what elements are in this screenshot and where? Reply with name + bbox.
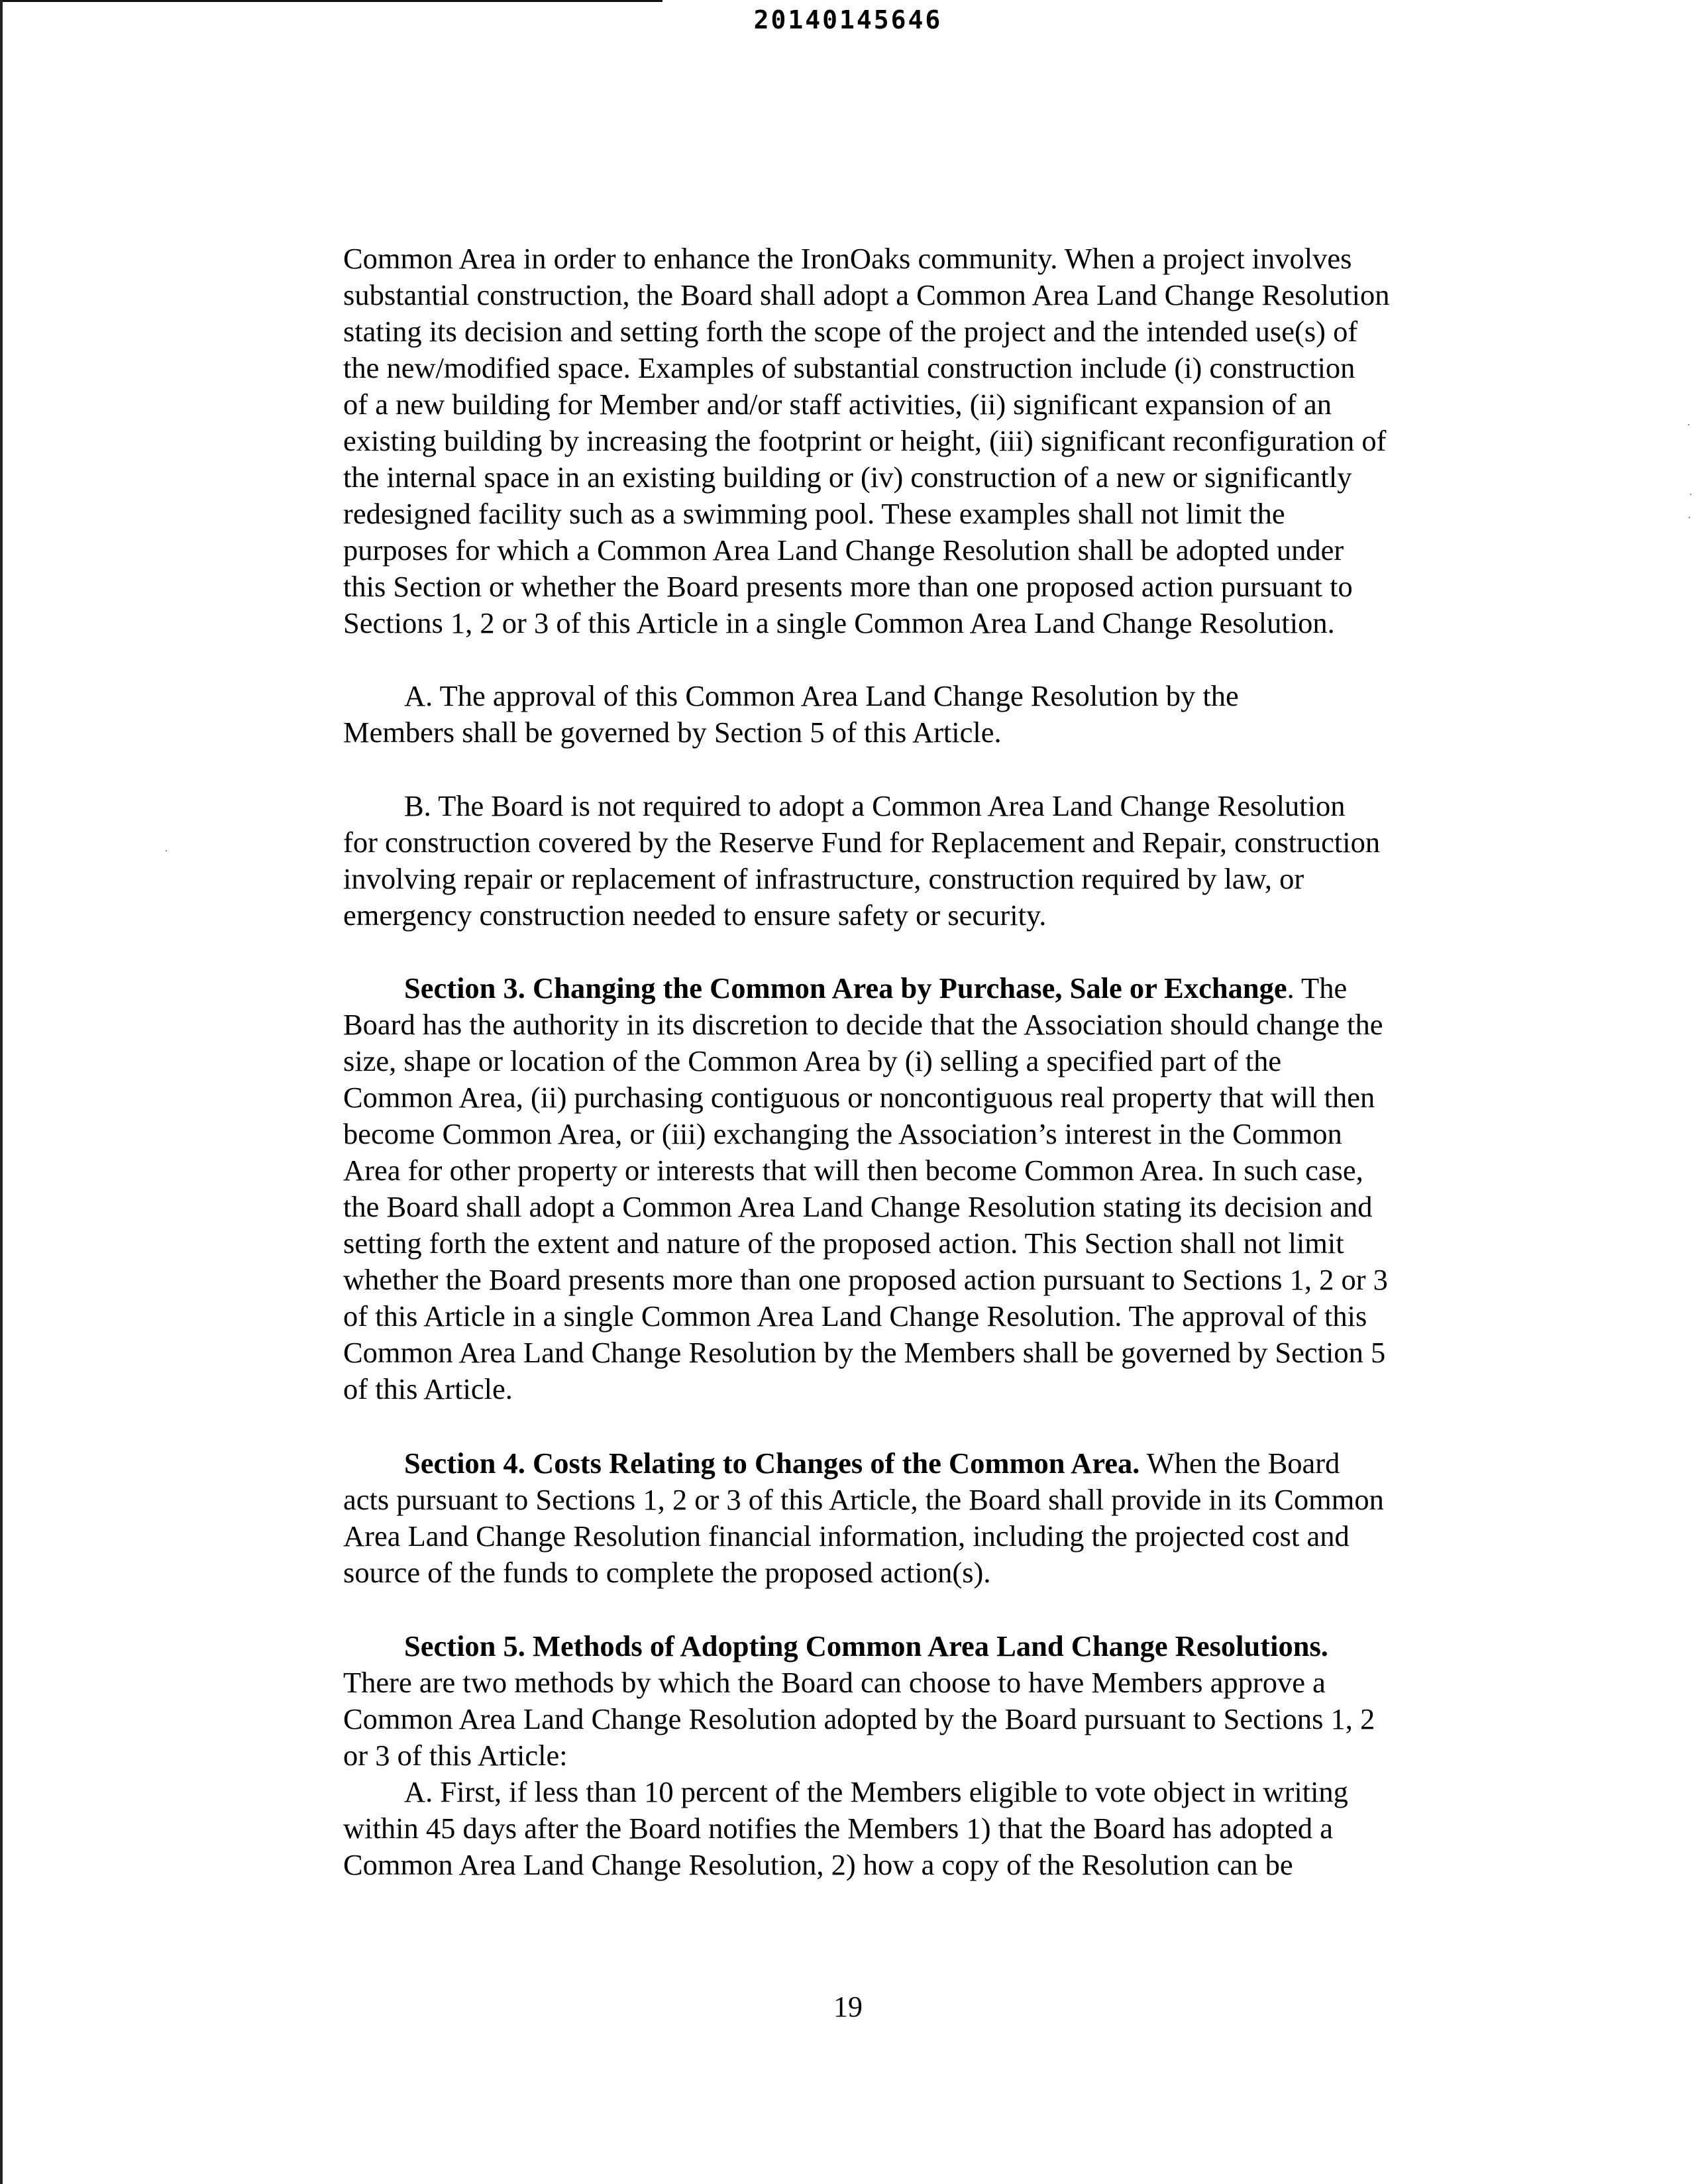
scan-speck bbox=[1689, 517, 1690, 518]
paragraph-text: Members shall be governed by Section 5 of this Article. bbox=[343, 716, 1002, 749]
section-3 bbox=[343, 970, 1483, 1407]
section-heading-line bbox=[343, 1445, 1483, 1482]
paragraph-text: within 45 days after the Board notifies the Members 1) that the Board has adopted a Common Area Land Change Resolution, 2) how a copy of the Resolution can be bbox=[343, 1812, 1334, 1881]
paragraph-method-a bbox=[343, 1774, 1483, 1883]
section-heading: Section 5. Methods of Adopting Common Area Land Change Resolutions. bbox=[404, 1629, 1328, 1663]
scan-speck bbox=[1688, 424, 1689, 425]
paragraph-first-line: B. The Board is not required to adopt a Common Area Land Change Resolution bbox=[404, 789, 1346, 822]
paragraph-text: for construction covered by the Reserve Fund for Replacement and Repair, construction involving repair or replacement of infrastructure, construction required by law, or emergency construction needed to ensure safety or security. bbox=[343, 826, 1381, 932]
paragraph-first-line: A. First, if less than 10 percent of the Members eligible to vote object in writing bbox=[404, 1775, 1348, 1808]
paragraph-subsection-a bbox=[343, 678, 1483, 751]
document-number: 20140145646 bbox=[753, 5, 943, 34]
paragraph-subsection-b bbox=[343, 788, 1483, 934]
scan-speck bbox=[166, 850, 167, 851]
section-heading-line bbox=[343, 1628, 1483, 1665]
heading-trailing-text: . The bbox=[1287, 971, 1348, 1005]
paragraph-text: Board has the authority in its discretion to decide that the Association should change the size, shape or location of the Common Area by (i) selling a specified part of the Common Area, (ii) purchasing contiguous or noncontiguous real property that will then become Common Area, or (iii) exchanging the Association’s interest in the Common Area for other property or interests that will then become Common Area. In such case, the Board shall adopt a Common Area Land Change Resolution stating its decision and setting forth the extent and nature of the proposed action. This Section shall not limit whether the Board presents more than one proposed action pursuant to Sections 1, 2 or 3 of this Article in a single Common Area Land Change Resolution. The approval of this Common Area Land Change Resolution by the Members shall be governed by Section 5 of this Article. bbox=[343, 1008, 1388, 1405]
scan-edge-left bbox=[0, 0, 3, 2184]
scan-speck bbox=[1690, 494, 1691, 495]
scan-edge-top bbox=[0, 0, 662, 2]
paragraph-text: acts pursuant to Sections 1, 2 or 3 of this Article, the Board shall provide in its Common Area Land Change Resolution financial information, including the projected cost and source of the funds to complete the proposed action(s). bbox=[343, 1483, 1384, 1589]
paragraph-first-line: A. The approval of this Common Area Land Change Resolution by the bbox=[404, 679, 1239, 712]
section-heading: Section 3. Changing the Common Area by Purchase, Sale or Exchange bbox=[404, 971, 1287, 1005]
section-heading-line bbox=[343, 970, 1483, 1007]
page-number: 19 bbox=[833, 1991, 863, 2023]
heading-trailing-text: When the Board bbox=[1140, 1447, 1340, 1480]
section-5 bbox=[343, 1628, 1483, 1774]
section-heading: Section 4. Costs Relating to Changes of the Common Area. bbox=[404, 1447, 1140, 1480]
paragraph-text: Common Area in order to enhance the IronOaks community. When a project involves substantial construction, the Board shall adopt a Common Area Land Change Resolution stating its decision and setting forth the scope of the project and the intended use(s) of the new/modified space. Examples of substantial construction include (i) construction of a new building for Member and/or staff activities, (ii) significant expansion of an existing building by increasing the footprint or height, (iii) significant reconfiguration of the internal space in an existing building or (iv) construction of a new or significantly redesigned facility such as a swimming pool. These examples shall not limit the purposes for which a Common Area Land Change Resolution shall be adopted under this Section or whether the Board presents more than one proposed action pursuant to Sections 1, 2 or 3 of this Article in a single Common Area Land Change Resolution. bbox=[343, 242, 1390, 639]
section-4 bbox=[343, 1445, 1483, 1591]
paragraph-text: There are two methods by which the Board can choose to have Members approve a Common Area Land Change Resolution adopted by the Board pursuant to Sections 1, 2 or 3 of this Article: bbox=[343, 1666, 1375, 1772]
paragraph-intro bbox=[343, 241, 1483, 641]
